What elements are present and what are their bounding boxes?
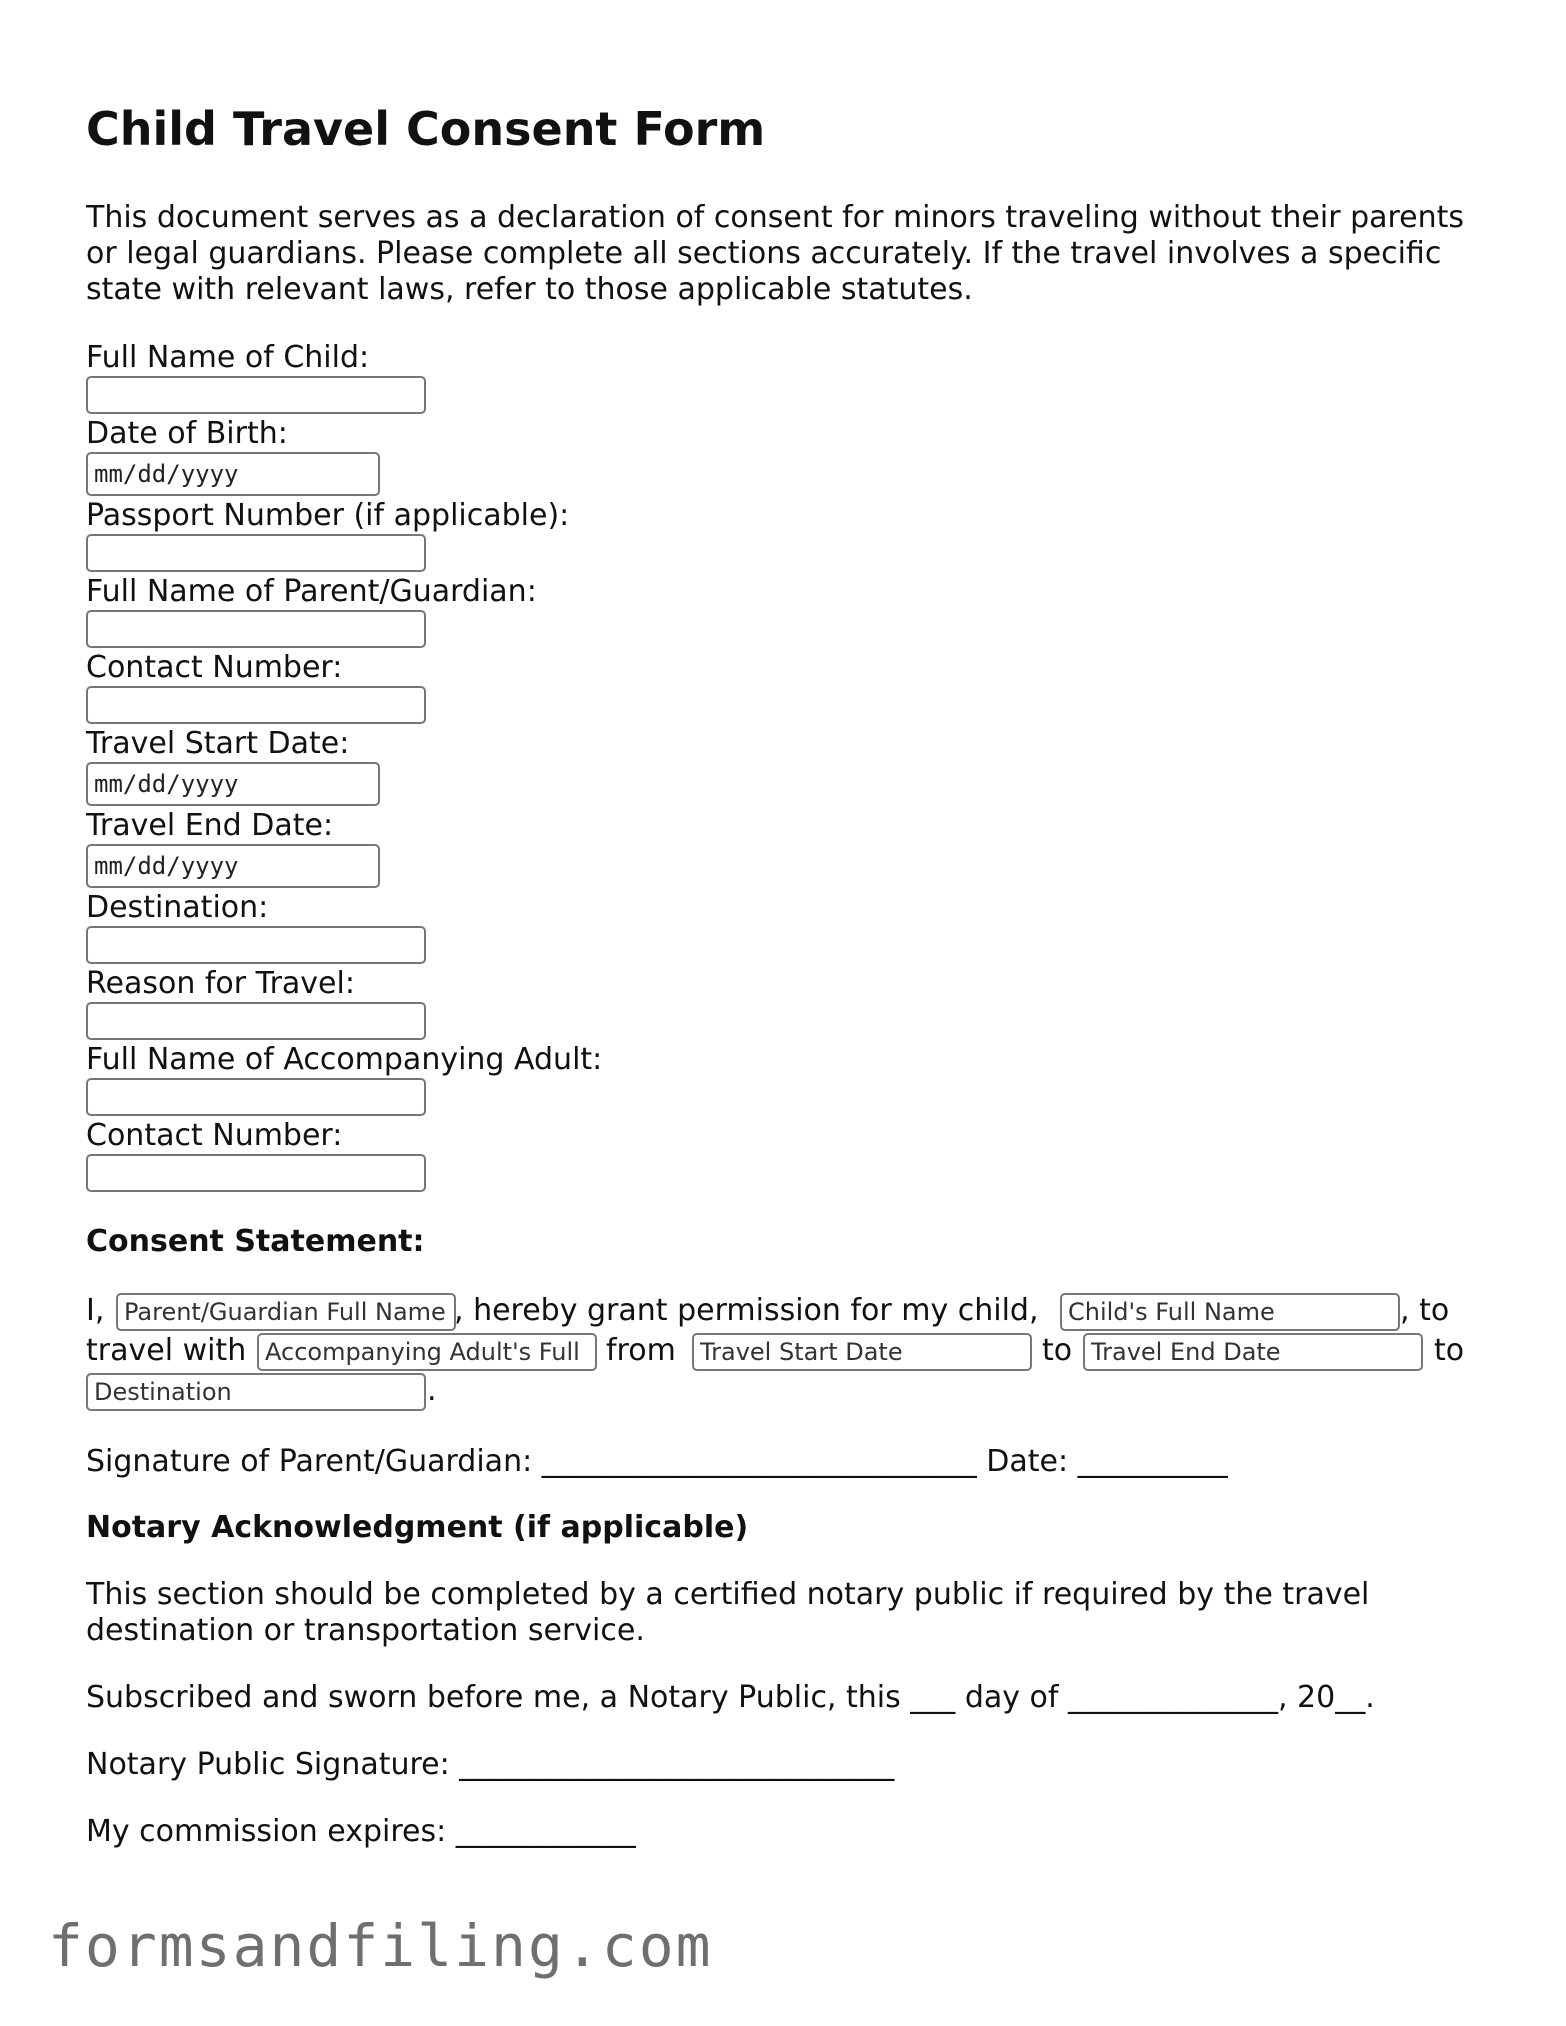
consent-heading: Consent Statement: — [86, 1224, 425, 1259]
consent-text: travel with — [86, 1333, 247, 1368]
parent-name-input[interactable] — [86, 610, 426, 648]
reason-for-travel-input[interactable] — [86, 1002, 426, 1040]
field-accompanying-adult — [86, 1042, 786, 1116]
field-label: Contact Number: — [86, 1118, 343, 1153]
contact-number-input[interactable] — [86, 686, 426, 724]
field-label: Destination: — [86, 890, 269, 925]
consent-text: . — [427, 1373, 437, 1408]
consent-statement — [86, 1291, 1486, 1411]
consent-text: , to — [1400, 1293, 1450, 1328]
form-fields — [86, 340, 786, 1194]
consent-accompanying-adult-input[interactable]: Accompanying Adult's Full — [257, 1333, 597, 1371]
field-label: Full Name of Child: — [86, 340, 370, 375]
consent-text: to — [1434, 1333, 1465, 1368]
field-label: Contact Number: — [86, 650, 343, 685]
field-label: Travel Start Date: — [86, 726, 350, 761]
page-title: Child Travel Consent Form — [86, 102, 766, 156]
field-label: Full Name of Accompanying Adult: — [86, 1042, 603, 1077]
consent-travel-end-input[interactable]: Travel End Date — [1083, 1333, 1423, 1371]
parent-signature-line: Signature of Parent/Guardian: _____________________________ Date: __________ — [86, 1444, 1228, 1479]
notary-heading: Notary Acknowledgment (if applicable) — [86, 1510, 749, 1545]
notary-note-line-1: This section should be completed by a certified notary public if required by the travel — [86, 1577, 1370, 1612]
consent-parent-name-input[interactable]: Parent/Guardian Full Name — [116, 1293, 456, 1331]
consent-text: from — [606, 1333, 676, 1368]
commission-expires-line: My commission expires: ____________ — [86, 1814, 636, 1849]
field-label: Travel End Date: — [86, 808, 334, 843]
consent-line-1 — [86, 1291, 1486, 1331]
accompanying-adult-input[interactable] — [86, 1078, 426, 1116]
notary-note-line-2: destination or transportation service. — [86, 1613, 645, 1648]
passport-number-input[interactable] — [86, 534, 426, 572]
destination-input[interactable] — [86, 926, 426, 964]
field-contact-number — [86, 650, 786, 724]
field-parent-name — [86, 574, 786, 648]
field-adult-contact-number — [86, 1118, 786, 1192]
field-passport-number — [86, 498, 786, 572]
date-of-birth-input[interactable]: mm/dd/yyyy — [86, 452, 380, 496]
field-travel-end-date — [86, 808, 786, 888]
travel-end-date-input[interactable]: mm/dd/yyyy — [86, 844, 380, 888]
field-label: Reason for Travel: — [86, 966, 355, 1001]
field-child-name — [86, 340, 786, 414]
intro-text: This document serves as a declaration of consent for minors traveling without their parents or legal guardians. Please complete all sections accurately. If the travel involves a specific state with relevant laws, refer to those applicable statutes. — [86, 200, 1465, 307]
consent-text: , hereby grant permission for my child, — [454, 1293, 1039, 1328]
notary-signature-line: Notary Public Signature: _____________________________ — [86, 1747, 895, 1782]
consent-line-3 — [86, 1371, 1486, 1411]
consent-text: I, — [86, 1293, 105, 1328]
field-date-of-birth — [86, 416, 786, 496]
field-label: Passport Number (if applicable): — [86, 498, 570, 533]
consent-travel-start-input[interactable]: Travel Start Date — [692, 1333, 1032, 1371]
field-label: Full Name of Parent/Guardian: — [86, 574, 537, 609]
watermark: formsandfiling.com — [48, 1912, 713, 1980]
field-label: Date of Birth: — [86, 416, 288, 451]
consent-child-name-input[interactable]: Child's Full Name — [1060, 1293, 1400, 1331]
child-name-input[interactable] — [86, 376, 426, 414]
consent-text: to — [1042, 1333, 1073, 1368]
consent-line-2 — [86, 1331, 1486, 1371]
field-destination — [86, 890, 786, 964]
field-travel-start-date — [86, 726, 786, 806]
consent-destination-input[interactable]: Destination — [86, 1373, 426, 1411]
travel-start-date-input[interactable]: mm/dd/yyyy — [86, 762, 380, 806]
notary-sworn-line: Subscribed and sworn before me, a Notary Public, this ___ day of ______________, 20__. — [86, 1680, 1375, 1715]
adult-contact-number-input[interactable] — [86, 1154, 426, 1192]
field-reason-for-travel — [86, 966, 786, 1040]
